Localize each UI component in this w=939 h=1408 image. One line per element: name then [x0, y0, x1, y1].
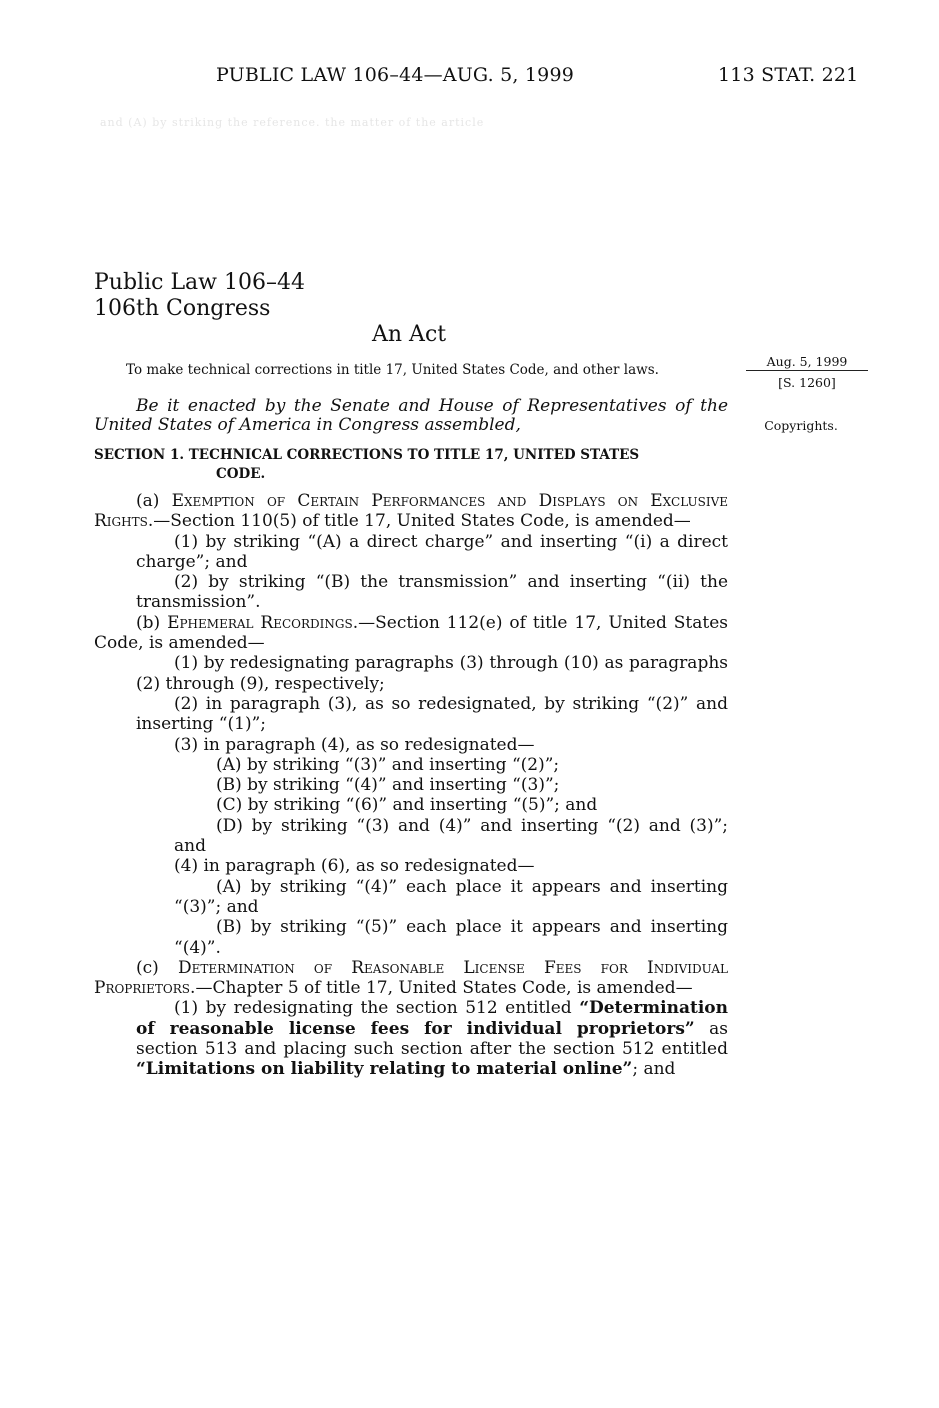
subsection-a-heading: Exemption of Certain Performances and Displays on Exclusive Rights.: [94, 491, 729, 532]
subsection-a-item-1: (1) by striking “(A) a direct charge” and inserting “(i) a direct charge”; and: [136, 531, 728, 572]
subsection-a: [94, 491, 728, 532]
running-header-left: PUBLIC LAW 106–44—AUG. 5, 1999: [216, 64, 575, 86]
margin-note-topic: Copyrights.: [764, 418, 838, 433]
section-heading-line-1: SECTION 1. TECHNICAL CORRECTIONS TO TITLE 17, UNITED STATES: [94, 447, 640, 463]
subsection-b-item-3a: (A) by striking “(3)” and inserting “(2)”;: [216, 754, 560, 775]
subsection-b: [94, 613, 728, 654]
subsection-b-item-2: (2) in paragraph (3), as so redesignated, by striking “(2)” and inserting “(1)”;: [136, 693, 728, 735]
subsection-a-item-2: (2) by striking “(B) the transmission” and inserting “(ii) the transmission”.: [136, 572, 728, 613]
enacting-clause: Be it enacted by the Senate and House of Representatives of the United States of America in Congress assembled,: [94, 396, 728, 435]
show-through-text: and (A) by striking the reference. the matter of the article: [100, 116, 485, 129]
section-body: [94, 491, 728, 1080]
subsection-a-text: —Section 110(5) of title 17, United States Code, is amended—: [153, 511, 691, 532]
subsection-b-item-4: (4) in paragraph (6), as so redesignated—: [174, 856, 535, 877]
subsection-c-text: —Chapter 5 of title 17, United States Code, is amended—: [195, 978, 693, 999]
subsection-c-item-1: [94, 998, 728, 1079]
subsection-c-heading: Determination of Reasonable License Fees for Individual Proprietors.: [94, 957, 728, 999]
subsection-b-item-3b: (B) by striking “(4)” and inserting “(3)”;: [216, 775, 560, 796]
margin-note-date: Aug. 5, 1999: [746, 354, 868, 371]
section-title-limitations: “Limitations on liability relating to material online”: [136, 1059, 633, 1080]
subsection-b-item-3c: (C) by striking “(6)” and inserting “(5)”; and: [216, 795, 598, 816]
act-purpose: To make technical corrections in title 17, United States Code, and other laws.: [126, 362, 659, 378]
subsection-b-heading: Ephemeral Recordings.: [167, 612, 359, 633]
section-heading-line-2: CODE.: [216, 466, 266, 482]
congress-number: 106th Congress: [94, 296, 271, 321]
subsection-b-text: —Section 112(e) of title 17, United States Code, is amended—: [94, 612, 728, 654]
subsection-c-item-1-part-c: as section 513 and placing such section after the section 512 entitled: [136, 1018, 728, 1060]
margin-note-bill: [S. 1260]: [778, 375, 836, 390]
section-1-heading: [94, 446, 728, 484]
running-header-right: 113 STAT. 221: [718, 64, 859, 86]
subsection-b-label: (b): [136, 612, 168, 633]
public-law-number: Public Law 106–44: [94, 270, 305, 295]
act-title: An Act: [372, 322, 447, 347]
subsection-b-item-1: (1) by redesignating paragraphs (3) through (10) as paragraphs (2) through (9), respectively;: [136, 653, 728, 694]
subsection-c-item-1-part-a: (1) by redesignating the section 512 entitled: [174, 998, 580, 1019]
subsection-c: [94, 958, 728, 999]
subsection-b-item-3d: (D) by striking “(3) and (4)” and inserting “(2) and (3)”; and: [174, 815, 728, 857]
subsection-c-item-1-part-d: ; and: [632, 1059, 676, 1080]
subsection-b-item-4b: (B) by striking “(5)” each place it appears and inserting “(4)”.: [174, 917, 728, 958]
section-title-determination: “Determination of reasonable license fees for individual proprietors”: [136, 998, 728, 1039]
subsection-b-item-3: (3) in paragraph (4), as so redesignated—: [174, 734, 535, 755]
subsection-a-label: (a): [136, 491, 172, 511]
subsection-c-label: (c): [136, 957, 178, 978]
subsection-b-item-4a: (A) by striking “(4)” each place it appears and inserting “(3)”; and: [174, 876, 728, 917]
